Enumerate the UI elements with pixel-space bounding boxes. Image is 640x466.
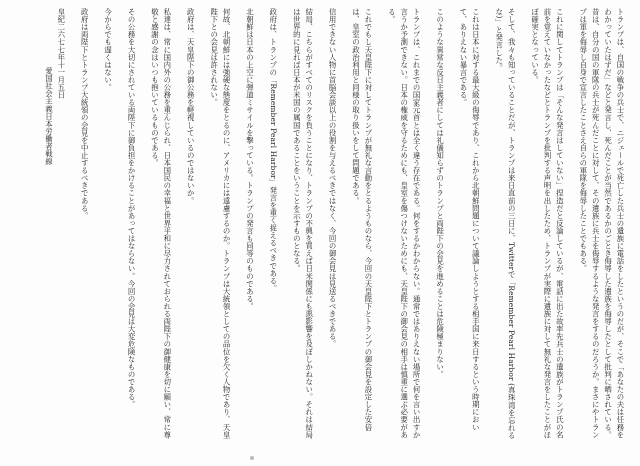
scan-mark bbox=[250, 456, 254, 460]
paragraph: 政府は、天皇陛下の御公務を軽視しているのではないか。 bbox=[186, 8, 196, 205]
paragraph: 今からでも遅くはない。 bbox=[103, 8, 113, 92]
signature-organization: 愛国社会主義日本労働者戦線 bbox=[44, 67, 54, 166]
paragraph: 結局、こちらがすべてのリスクを負うことになり、トランプの不興を買えば日米関係にも悪影響を及ぼしかねない。それは結局は世界的に見れば日本が米国の属国であることをいうことを示すものとなる。 bbox=[292, 8, 314, 439]
paragraph: トランプは、これまでの国家元首とは全く違う存在である。何をするかわからない。通常ではありえない場所で何を言い出すか言うか予測できない。日本の権威を守るためにも、皇室を傷つけないためにも、天皇陛下の御会見の相手は慎重に選ぶ必要がある。 bbox=[387, 8, 422, 439]
paragraph: 政府は、トランプの「Remember Pearl Harbor」発言を重く捉えるべきである。 bbox=[268, 8, 278, 292]
paragraph: これは日本に対する最大級の侮辱であり、これから北朝鮮問題について議論しようとする相手国に来日するという時期において、ありえない暴言である。 bbox=[458, 8, 481, 431]
paragraph: そして、我々も知っていることだが、トランプは来日直前の三日に、Twitterで「Remember Pearl Harbor (真珠湾を忘れるな)」と発言した。 bbox=[494, 8, 517, 440]
paragraph: 北朝鮮は日本の上空に弾道ミサイルを撃っている。トランプの発言も同等のものである。 bbox=[245, 8, 255, 310]
paragraph: このような異常な反日主義者にしては礼儀知らずのトランプと両陛下の会見を進めることは危険極まりない。 bbox=[435, 8, 445, 378]
paragraph: トランプは、自国の戦争の兵士で、ニジェールで死亡した兵士の遺族に電話をしたというのだが、そこで「あなたの夫は任務をわかっていたはずだ」などと発言し、死んだことが当然であるかのごとき侮辱した遺族を侮辱したとして批判に晒されている。昔は、自分の国の軍隊の兵士が死んだことに対して、その遺族に兵士を侮辱するような発言をするのだろうか。まさにやトランプは軍を侮辱し自身で宣言したことさえ自らの軍隊を侮辱したことでもある。 bbox=[578, 8, 625, 439]
paragraph: これに関してトランプは「そんな発言はしていない」捏造だと反論しているが、電話に出た故率先兵士の遺族がトランプ氏の名前を覚えていなかったなどとトランプを批判する声明を出したため、トランプが実際に遺族に対して無礼な発言をしたことがほぼ確実となっている。 bbox=[530, 8, 565, 439]
signature-block bbox=[42, 8, 67, 442]
paragraph: 信用できない人物に首脳会談以上の役割を与えるべきではなく、今回の御会見は見送るべきである。 bbox=[328, 8, 338, 348]
signature-date: 皇紀二六七七年十一月五日 bbox=[56, 8, 66, 99]
paragraph: 政府は両陛下とトランプ大統領の会見を中止するべきである。 bbox=[80, 8, 90, 220]
paragraph: 何故、北朝鮮には強硬な態度をとるのに、アメリカには遠慮するのか。トランプは大統領としての品位を欠く人物であり、天皇陛下との会見は許されない。 bbox=[209, 8, 232, 439]
paragraph: これでもし天皇陛下に対してトランプが無礼な言動をとるようものなら、今回の天皇陛下とトランプの御会見を設定した安倍は、皇室の政治利用と同様の取り扱いをして問題である。 bbox=[351, 8, 373, 431]
paragraph: 私達は、常に国内外の公務を重んじられ、日本国民の幸福と世界平和に尽力されておられる両陛下の御健康を切に願い、常に尊敬と感謝の念はいつも抱いているものである。 bbox=[150, 8, 172, 439]
document-body bbox=[6, 8, 626, 442]
paragraph: その公務を大切にされている両陛下に御負担をかけることがあってはならない。今回の会見は大変危険なものである。 bbox=[127, 8, 137, 409]
